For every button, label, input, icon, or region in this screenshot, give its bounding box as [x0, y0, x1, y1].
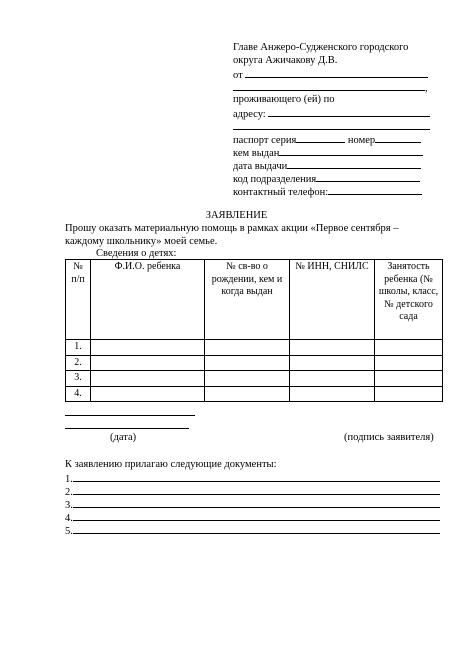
division-code-field[interactable]: [316, 171, 420, 182]
cell[interactable]: [375, 371, 443, 387]
request-line1: Прошу оказать материальную помощь в рамках акции «Первое сентября –: [65, 223, 399, 234]
attachment-number: 4.: [65, 513, 73, 524]
attachment-field[interactable]: [73, 471, 440, 482]
residing-label: проживающего (ей) по: [233, 94, 335, 105]
cell[interactable]: [375, 340, 443, 356]
phone-row: [233, 184, 422, 199]
issued-by-field[interactable]: [279, 145, 423, 156]
row-number: 2.: [66, 355, 91, 371]
date-line[interactable]: [65, 415, 195, 416]
issued-by-label: кем выдан: [233, 148, 280, 159]
cell[interactable]: [290, 371, 375, 387]
col-inn-header: № ИНН, СНИЛС: [290, 260, 375, 340]
phone-field[interactable]: [328, 184, 422, 195]
from-field[interactable]: [245, 67, 428, 78]
cell[interactable]: [91, 355, 205, 371]
col-name-header: Ф.И.О. ребенка: [91, 260, 205, 340]
children-table: [65, 259, 443, 402]
attachment-number: 1.: [65, 474, 73, 485]
signature-line[interactable]: [65, 428, 189, 429]
attachment-number: 2.: [65, 487, 73, 498]
cell[interactable]: [290, 355, 375, 371]
passport-number-label: номер: [347, 135, 376, 146]
table-row: [66, 340, 443, 356]
col-occupation-header: Занятость ребенка (№ школы, класс, № детского сада: [375, 260, 443, 340]
col-birth-cert-header: № св-во о рождении, кем и когда выдан: [205, 260, 290, 340]
row-number: 4.: [66, 386, 91, 402]
address-label: адресу:: [233, 109, 266, 120]
cell[interactable]: [91, 371, 205, 387]
phone-label: контактный телефон:: [233, 187, 329, 198]
attachment-number: 5.: [65, 526, 73, 537]
comma: ,: [425, 83, 428, 94]
attachment-field[interactable]: [73, 497, 440, 508]
cell[interactable]: [375, 355, 443, 371]
attachment-field[interactable]: [73, 523, 440, 534]
table-row: [66, 371, 443, 387]
document-title: ЗАЯВЛЕНИЕ: [205, 210, 268, 221]
issue-date-label: дата выдачи: [233, 161, 288, 172]
cell[interactable]: [205, 386, 290, 402]
address-row: [233, 106, 430, 121]
passport-number-field[interactable]: [375, 132, 421, 143]
row-number: 3.: [66, 371, 91, 387]
attachments-intro: К заявлению прилагаю следующие документы:: [65, 459, 277, 470]
cell[interactable]: [375, 386, 443, 402]
row-number: 1.: [66, 340, 91, 356]
attachment-field[interactable]: [73, 484, 440, 495]
address-field[interactable]: [268, 106, 430, 117]
division-code-label: код подразделения: [233, 174, 317, 185]
cell[interactable]: [91, 386, 205, 402]
signature-caption: (подпись заявителя): [344, 432, 434, 443]
from-field-2[interactable]: [233, 80, 425, 91]
address-line-2[interactable]: [233, 129, 430, 130]
cell[interactable]: [205, 371, 290, 387]
table-header-row: [66, 260, 443, 340]
cell[interactable]: [91, 340, 205, 356]
attachment-item: [65, 523, 440, 538]
from-label: от: [233, 70, 243, 81]
cell[interactable]: [205, 340, 290, 356]
table-row: [66, 355, 443, 371]
date-caption: (дата): [110, 432, 137, 443]
issue-date-field[interactable]: [287, 158, 421, 169]
cell[interactable]: [205, 355, 290, 371]
table-row: [66, 386, 443, 402]
request-line2: каждому школьнику» моей семье.: [65, 236, 218, 247]
cell[interactable]: [290, 340, 375, 356]
addressee-line1: Главе Анжеро-Судженского городского: [233, 42, 409, 53]
cell[interactable]: [290, 386, 375, 402]
attachment-field[interactable]: [73, 510, 440, 521]
attachment-number: 3.: [65, 500, 73, 511]
children-info-label: Сведения о детях:: [96, 248, 177, 259]
addressee-line2: округа Ажичакову Д.В.: [233, 55, 338, 66]
passport-series-field[interactable]: [296, 132, 345, 143]
passport-series-label: паспорт серия: [233, 135, 297, 146]
col-number-header: № п/п: [66, 260, 91, 340]
